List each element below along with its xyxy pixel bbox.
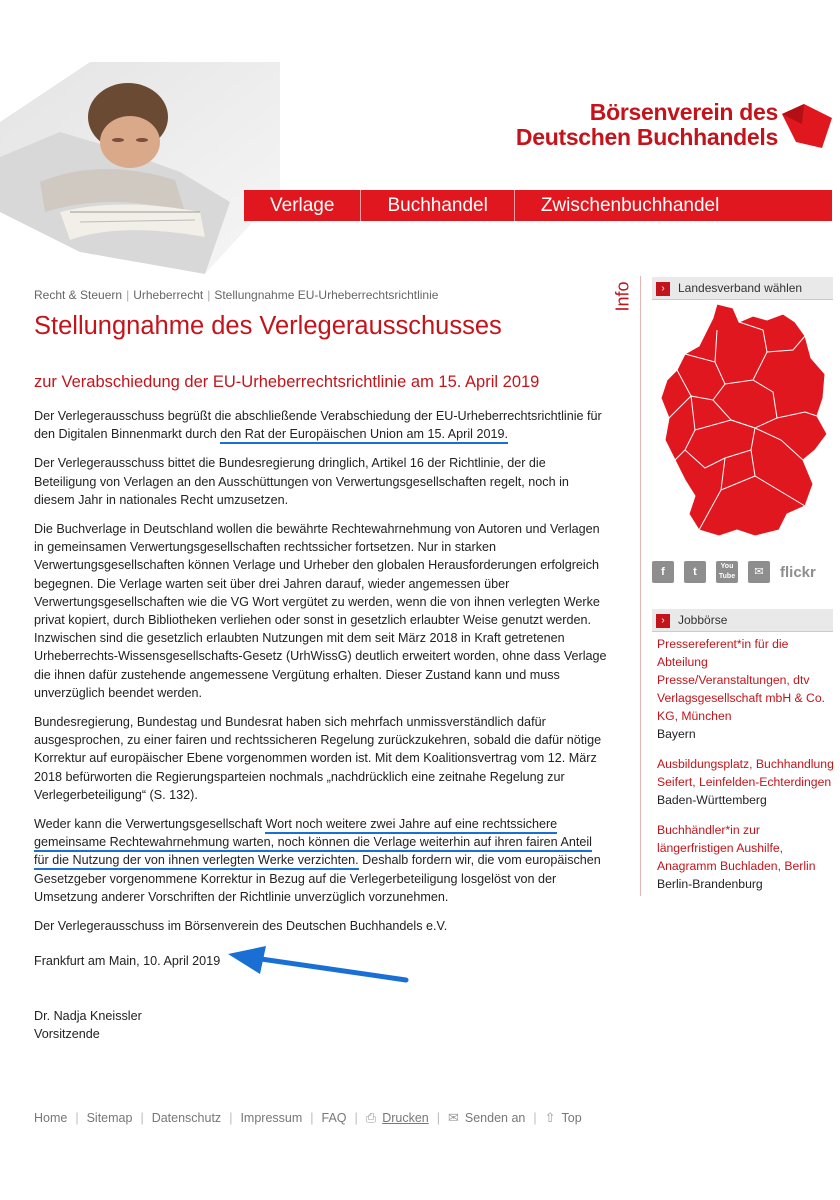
nav-verlage[interactable]: Verlage xyxy=(244,190,361,221)
signer-name: Dr. Nadja Kneissler xyxy=(34,1009,142,1023)
paragraph-4: Bundesregierung, Bundestag und Bundesrat haben sich mehrfach unmissverständlich dafür ausgesprochen, zu einer fairen und rechtssicheren Regelung zurückzukehren, sobald die dafür nötige Korrektur auf europäischer Ebene vorgenommen worden ist. Mit dem Koalitionsvertrag vom 12. März 2018 befürworten die Regierungsparteien nochmals „nachdrücklich eine zeitnahe Regelung zur Verlegerbeteiligung“ (S. 132). xyxy=(34,715,602,802)
community-icon[interactable]: ✉ xyxy=(748,561,770,583)
logo-line-2: Deutschen Buchhandels xyxy=(515,124,778,150)
job-region: Bayern xyxy=(657,727,696,741)
signer-role: Vorsitzende xyxy=(34,1027,100,1041)
paragraph-1 xyxy=(34,407,609,443)
main-nav xyxy=(244,190,832,221)
job-title-link[interactable]: Ausbildungsplatz, Buchhandlung Seifert, Leinfelden-Echterdingen xyxy=(657,757,834,789)
state-selector-header[interactable] xyxy=(652,277,833,300)
state-selector-label: Landesverband wählen xyxy=(678,281,803,295)
footer-send-link[interactable]: Senden an xyxy=(464,1111,526,1125)
job-title-link[interactable]: Buchhändler*in zur längerfristigen Aushilfe, Anagramm Buchladen, Berlin xyxy=(657,823,816,873)
paragraph-2: Der Verlegerausschuss bittet die Bundesregierung dringlich, Artikel 16 der Richtlinie, der die Beteiligung von Verlagen an den Ausschüttungen von Verwertungsgesellschaften regelt, noch in diesem Jahr in nationales Recht umzusetzen. xyxy=(34,456,569,507)
nav-zwischenbuchhandel[interactable]: Zwischenbuchhandel xyxy=(540,195,720,216)
brand-logo-text[interactable] xyxy=(516,100,778,150)
social-links xyxy=(652,557,833,587)
jobs-header[interactable] xyxy=(652,609,833,632)
footer-sitemap-link[interactable]: Sitemap xyxy=(86,1111,133,1125)
footer-nav: Home | Sitemap | Datenschutz | Impressum | FAQ | ⎙ Drucken | ✉ Senden an | ⇧ Top xyxy=(34,1110,582,1125)
germany-map[interactable] xyxy=(655,300,833,542)
sidebar-divider xyxy=(640,276,641,896)
p1-text: Der Verlegerausschuss begrüßt die abschließende Verabschiedung der EU-Urheberrechtsrichtlinie für den Digitalen Binnenmarkt durch xyxy=(34,409,602,442)
page-subtitle: zur Verabschiedung der EU-Urheberrechtsrichtlinie am 15. April 2019 xyxy=(34,373,540,391)
chevron-right-icon: › xyxy=(656,282,670,296)
paragraph-3: Die Buchverlage in Deutschland wollen die bewährte Rechtewahrnehmung von Autoren und Verlagen in gemeinsamen Verwertungsgesellschaften rechtssicher fortsetzen. Nur in starken Verwertungsgesellschaften können Verlage und Urheber den globalen Herausforderungen erfolgreich begegnen. Die Verlage warten seit über drei Jahren darauf, wieder angemessen über Verwertungsgesellschaften wie die VG Wort vergütet zu werden, wenn die von ihnen verlegten Werke privat kopiert, durch Bibliotheken verliehen oder sonst in gesetzlich erlaubter Weise genutzt werden. Inzwischen sind die gesetzlich erlaubten Nutzungen mit dem seit März 2018 in Kraft getretenen Urheberrechts-Wissensgesellschafts-Gesetz (UrhWissG) deutlich erweitert worden, ohne dass Verlage die ihnen dafür zustehende angemessene Vergütung erhalten. Dieser Zustand kann und muss unverzüglich beendet werden. xyxy=(34,522,607,700)
printer-icon: ⎙ xyxy=(365,1110,377,1125)
facebook-icon[interactable]: f xyxy=(652,561,674,583)
footer-top-link[interactable]: Top xyxy=(561,1111,582,1125)
page-title: Stellungnahme des Verlegerausschusses xyxy=(34,312,502,340)
p5-text-b: Deshalb fordern wir, die vom europäischen Gesetzgeber vorgenommene Korrektur in Bezug auf die Verlegerbeteiligung losgelöst von der Umsetzung anderer Vorschriften der Richtlinie unverzüglich vorzunehmen. xyxy=(34,853,601,904)
paragraph-6: Der Verlegerausschuss im Börsenverein des Deutschen Buchhandels e.V. xyxy=(34,919,448,934)
place-date: Frankfurt am Main, 10. April 2019 xyxy=(34,954,221,968)
logo-line-1: Börsenverein des xyxy=(589,99,778,125)
chevron-right-icon: › xyxy=(656,614,670,628)
envelope-icon: ✉ xyxy=(447,1110,459,1125)
paragraph-5 xyxy=(34,815,609,906)
breadcrumb: Recht & Steuern | Urheberrecht | Stellungnahme EU-Urheberrechtsrichtlinie xyxy=(34,288,439,302)
footer-datenschutz-link[interactable]: Datenschutz xyxy=(151,1111,222,1125)
job-region: Berlin-Brandenburg xyxy=(657,877,763,891)
info-tab[interactable] xyxy=(614,276,638,316)
footer-impressum-link[interactable]: Impressum xyxy=(240,1111,303,1125)
jobs-header-label: Jobbörse xyxy=(678,613,728,627)
p1-highlight: den Rat der Europäischen Union am 15. April 2019. xyxy=(220,427,508,444)
job-title-link[interactable]: Pressereferent*in für die Abteilung Presse/Veranstaltungen, dtv Verlagsgesellschaft mbH & Co. KG, München xyxy=(657,637,825,723)
youtube-icon[interactable]: You Tube xyxy=(716,561,738,583)
flickr-icon[interactable]: flickr xyxy=(780,563,816,581)
footer-print-link[interactable]: Drucken xyxy=(382,1111,429,1125)
breadcrumb-current: Stellungnahme EU-Urheberrechtsrichtlinie xyxy=(214,288,439,302)
p5-highlight: Wort noch weitere zwei Jahre auf eine rechtssichere gemeinsame Rechtewahrnehmung warten, noch können die Verlage weiterhin auf ihren fairen Anteil für die Nutzung der von ihnen verlegten Werke verzichten. xyxy=(34,817,592,870)
footer-home-link[interactable]: Home xyxy=(34,1111,68,1125)
info-tab-label: Info xyxy=(612,281,633,312)
job-item xyxy=(657,755,837,809)
footer-faq-link[interactable]: FAQ xyxy=(321,1111,347,1125)
breadcrumb-recht-steuern[interactable]: Recht & Steuern xyxy=(34,288,123,302)
brand-logo-icon[interactable] xyxy=(782,104,832,148)
breadcrumb-urheberrecht[interactable]: Urheberrecht xyxy=(133,288,204,302)
nav-buchhandel[interactable]: Buchhandel xyxy=(361,190,514,221)
p5-text-a: Weder kann die Verwertungsgesellschaft xyxy=(34,817,266,832)
arrow-up-icon: ⇧ xyxy=(544,1110,556,1125)
signature-block xyxy=(34,1007,142,1043)
header-photo xyxy=(0,62,280,274)
job-region: Baden-Württemberg xyxy=(657,793,767,807)
job-item xyxy=(657,821,837,893)
job-item xyxy=(657,635,837,743)
job-list xyxy=(657,635,837,905)
twitter-icon[interactable]: t xyxy=(684,561,706,583)
article-body xyxy=(34,407,609,946)
annotation-arrow-icon xyxy=(224,944,409,992)
